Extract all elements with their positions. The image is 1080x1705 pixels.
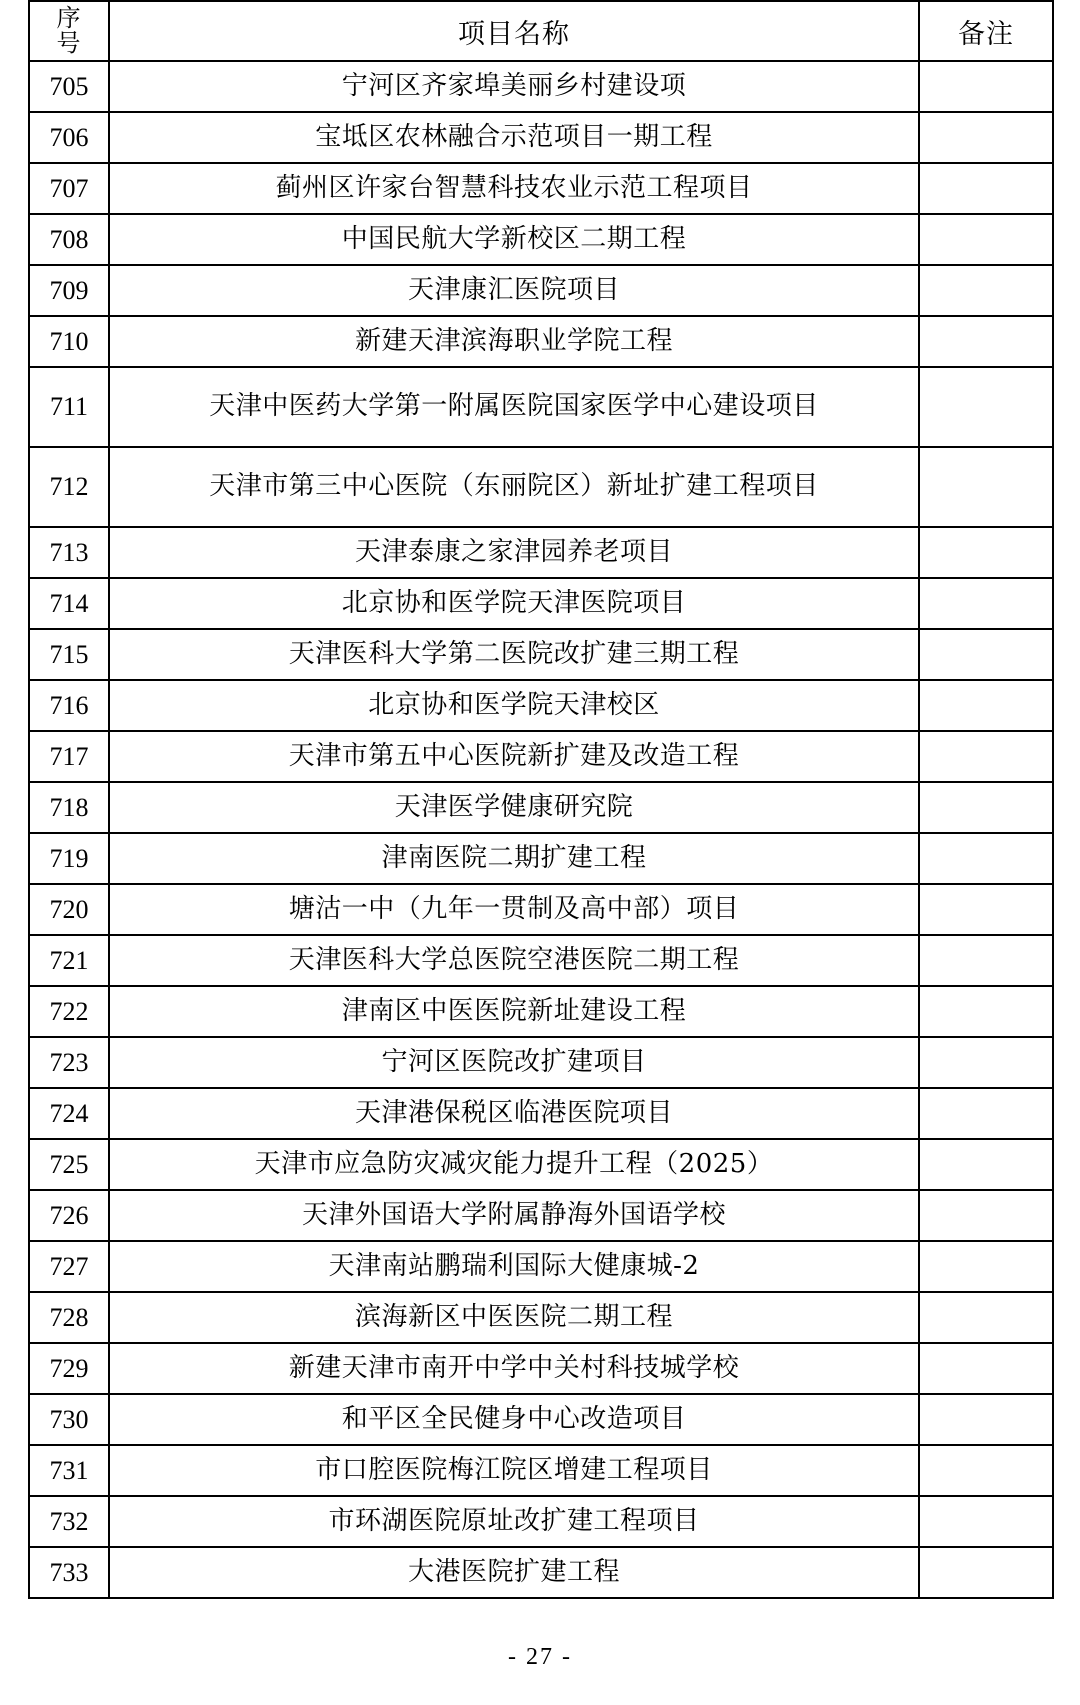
cell-project-name: 天津南站鹏瑞利国际大健康城-2 bbox=[109, 1241, 919, 1292]
column-header-sequence-line2: 号 bbox=[56, 29, 82, 57]
table-row bbox=[29, 1496, 1053, 1547]
table-row bbox=[29, 1292, 1053, 1343]
page-number: - 27 - bbox=[508, 1644, 572, 1670]
table-row bbox=[29, 1547, 1053, 1598]
table-row bbox=[29, 1445, 1053, 1496]
cell-project-name: 新建天津市南开中学中关村科技城学校 bbox=[109, 1343, 919, 1394]
cell-sequence: 711 bbox=[29, 367, 109, 447]
cell-sequence: 716 bbox=[29, 680, 109, 731]
table-row bbox=[29, 986, 1053, 1037]
cell-remark bbox=[919, 1343, 1053, 1394]
cell-remark bbox=[919, 1139, 1053, 1190]
cell-project-name: 北京协和医学院天津校区 bbox=[109, 680, 919, 731]
table-row bbox=[29, 214, 1053, 265]
cell-sequence: 713 bbox=[29, 527, 109, 578]
cell-sequence: 721 bbox=[29, 935, 109, 986]
cell-sequence: 715 bbox=[29, 629, 109, 680]
cell-sequence: 729 bbox=[29, 1343, 109, 1394]
table-row bbox=[29, 527, 1053, 578]
cell-remark bbox=[919, 578, 1053, 629]
cell-sequence: 714 bbox=[29, 578, 109, 629]
cell-project-name: 北京协和医学院天津医院项目 bbox=[109, 578, 919, 629]
column-header-project-name: 项目名称 bbox=[109, 1, 919, 61]
cell-sequence: 709 bbox=[29, 265, 109, 316]
table-row bbox=[29, 1139, 1053, 1190]
cell-remark bbox=[919, 1190, 1053, 1241]
table-row bbox=[29, 731, 1053, 782]
cell-remark bbox=[919, 367, 1053, 447]
table-row bbox=[29, 833, 1053, 884]
cell-remark bbox=[919, 1037, 1053, 1088]
cell-project-name-text: 天津市第三中心医院（东丽院区）新址扩建工程项目 bbox=[209, 471, 819, 502]
cell-project-name: 津南医院二期扩建工程 bbox=[109, 833, 919, 884]
cell-remark bbox=[919, 935, 1053, 986]
table-row bbox=[29, 629, 1053, 680]
cell-project-name: 新建天津滨海职业学院工程 bbox=[109, 316, 919, 367]
table-header-row bbox=[29, 1, 1053, 61]
cell-remark bbox=[919, 163, 1053, 214]
cell-remark bbox=[919, 680, 1053, 731]
cell-remark bbox=[919, 782, 1053, 833]
project-list-table bbox=[28, 0, 1054, 1599]
table-row bbox=[29, 1343, 1053, 1394]
cell-project-name: 天津市应急防灾减灾能力提升工程（2025） bbox=[109, 1139, 919, 1190]
cell-sequence: 707 bbox=[29, 163, 109, 214]
cell-project-name: 宁河区齐家埠美丽乡村建设项 bbox=[109, 61, 919, 112]
cell-project-name: 天津康汇医院项目 bbox=[109, 265, 919, 316]
cell-remark bbox=[919, 265, 1053, 316]
cell-project-name: 大港医院扩建工程 bbox=[109, 1547, 919, 1598]
cell-project-name: 宁河区医院改扩建项目 bbox=[109, 1037, 919, 1088]
cell-remark bbox=[919, 1394, 1053, 1445]
table-row bbox=[29, 367, 1053, 447]
table-row bbox=[29, 1394, 1053, 1445]
table-row bbox=[29, 884, 1053, 935]
table-header bbox=[29, 1, 1053, 61]
cell-remark bbox=[919, 629, 1053, 680]
cell-remark bbox=[919, 1496, 1053, 1547]
cell-project-name: 天津泰康之家津园养老项目 bbox=[109, 527, 919, 578]
cell-remark bbox=[919, 1547, 1053, 1598]
cell-project-name: 天津医科大学总医院空港医院二期工程 bbox=[109, 935, 919, 986]
column-header-sequence bbox=[29, 1, 109, 61]
table-row bbox=[29, 578, 1053, 629]
cell-project-name: 滨海新区中医医院二期工程 bbox=[109, 1292, 919, 1343]
table-row bbox=[29, 782, 1053, 833]
cell-remark bbox=[919, 884, 1053, 935]
cell-remark bbox=[919, 731, 1053, 782]
cell-sequence: 727 bbox=[29, 1241, 109, 1292]
cell-sequence: 733 bbox=[29, 1547, 109, 1598]
table-body bbox=[29, 61, 1053, 1598]
cell-sequence: 722 bbox=[29, 986, 109, 1037]
cell-project-name: 天津外国语大学附属静海外国语学校 bbox=[109, 1190, 919, 1241]
cell-sequence: 726 bbox=[29, 1190, 109, 1241]
table-row bbox=[29, 163, 1053, 214]
table-row bbox=[29, 680, 1053, 731]
cell-sequence: 717 bbox=[29, 731, 109, 782]
cell-remark bbox=[919, 1088, 1053, 1139]
cell-sequence: 732 bbox=[29, 1496, 109, 1547]
cell-project-name-text: 天津中医药大学第一附属医院国家医学中心建设项目 bbox=[209, 391, 819, 422]
table-row bbox=[29, 1241, 1053, 1292]
cell-sequence: 720 bbox=[29, 884, 109, 935]
cell-remark bbox=[919, 112, 1053, 163]
cell-remark bbox=[919, 214, 1053, 265]
cell-project-name: 市口腔医院梅江院区增建工程项目 bbox=[109, 1445, 919, 1496]
cell-project-name: 天津港保税区临港医院项目 bbox=[109, 1088, 919, 1139]
table-row bbox=[29, 265, 1053, 316]
cell-remark bbox=[919, 1292, 1053, 1343]
cell-sequence: 723 bbox=[29, 1037, 109, 1088]
cell-project-name: 蓟州区许家台智慧科技农业示范工程项目 bbox=[109, 163, 919, 214]
cell-remark bbox=[919, 1241, 1053, 1292]
cell-project-name: 天津医学健康研究院 bbox=[109, 782, 919, 833]
cell-project-name: 塘沽一中（九年一贯制及高中部）项目 bbox=[109, 884, 919, 935]
cell-project-name bbox=[109, 367, 919, 447]
cell-remark bbox=[919, 447, 1053, 527]
table-row bbox=[29, 61, 1053, 112]
cell-sequence: 731 bbox=[29, 1445, 109, 1496]
table-row bbox=[29, 112, 1053, 163]
cell-sequence: 708 bbox=[29, 214, 109, 265]
cell-project-name bbox=[109, 447, 919, 527]
cell-sequence: 718 bbox=[29, 782, 109, 833]
cell-sequence: 706 bbox=[29, 112, 109, 163]
table-row bbox=[29, 1037, 1053, 1088]
cell-project-name: 中国民航大学新校区二期工程 bbox=[109, 214, 919, 265]
column-header-sequence-line1: 序 bbox=[56, 3, 82, 32]
cell-sequence: 730 bbox=[29, 1394, 109, 1445]
cell-remark bbox=[919, 527, 1053, 578]
cell-sequence: 719 bbox=[29, 833, 109, 884]
cell-remark bbox=[919, 833, 1053, 884]
cell-sequence: 724 bbox=[29, 1088, 109, 1139]
cell-project-name: 市环湖医院原址改扩建工程项目 bbox=[109, 1496, 919, 1547]
cell-project-name: 宝坻区农林融合示范项目一期工程 bbox=[109, 112, 919, 163]
cell-remark bbox=[919, 316, 1053, 367]
table-row bbox=[29, 316, 1053, 367]
cell-remark bbox=[919, 986, 1053, 1037]
cell-remark bbox=[919, 61, 1053, 112]
cell-project-name: 津南区中医医院新址建设工程 bbox=[109, 986, 919, 1037]
table-row bbox=[29, 935, 1053, 986]
cell-sequence: 710 bbox=[29, 316, 109, 367]
cell-sequence: 705 bbox=[29, 61, 109, 112]
cell-project-name: 天津医科大学第二医院改扩建三期工程 bbox=[109, 629, 919, 680]
cell-remark bbox=[919, 1445, 1053, 1496]
cell-project-name: 和平区全民健身中心改造项目 bbox=[109, 1394, 919, 1445]
column-header-remark: 备注 bbox=[919, 1, 1053, 61]
cell-sequence: 728 bbox=[29, 1292, 109, 1343]
cell-project-name: 天津市第五中心医院新扩建及改造工程 bbox=[109, 731, 919, 782]
table-row bbox=[29, 1088, 1053, 1139]
table-row bbox=[29, 447, 1053, 527]
table-row bbox=[29, 1190, 1053, 1241]
cell-sequence: 725 bbox=[29, 1139, 109, 1190]
cell-sequence: 712 bbox=[29, 447, 109, 527]
